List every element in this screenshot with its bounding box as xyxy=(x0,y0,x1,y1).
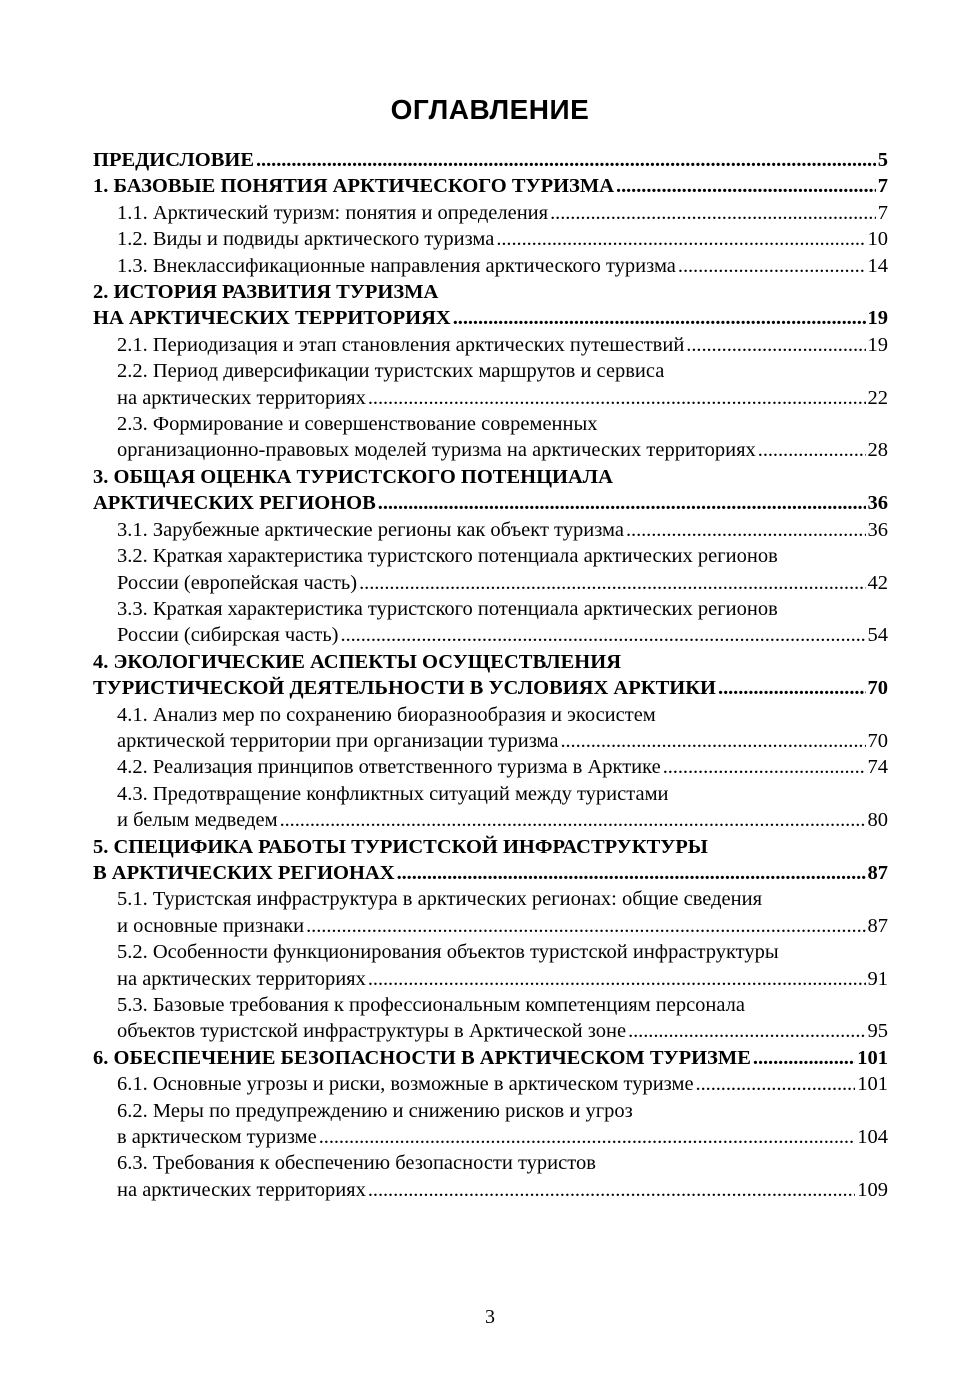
toc-entry-text: 4.2. Реализация принципов ответственного туризма в Арктике xyxy=(117,756,661,779)
toc-entry-text: НА АРКТИЧЕСКИХ ТЕРРИТОРИЯХ xyxy=(93,307,451,330)
toc-dot-leader xyxy=(696,1071,856,1097)
toc-page-number: 36 xyxy=(867,492,888,515)
toc-dot-leader xyxy=(550,200,876,226)
toc-entry-text: организационно-правовых моделей туризма на арктических территориях xyxy=(117,439,756,462)
toc-page-number: 19 xyxy=(867,333,888,356)
toc-page-number: 95 xyxy=(867,1020,888,1043)
toc-entry-text: арктической территории при организации туризма xyxy=(117,729,559,752)
toc-entry-text-line: 5.2. Особенности функционирования объектов туристской инфраструктуры xyxy=(117,941,779,964)
toc-chapter[interactable] xyxy=(93,834,888,887)
toc-entry-text: объектов туристской инфраструктуры в Арктической зоне xyxy=(117,1020,627,1043)
toc-entry-text-line: 4.1. Анализ мер по сохранению биоразнообразия и экосистем xyxy=(117,703,656,726)
toc-page-number: 70 xyxy=(867,677,888,700)
toc-chapter[interactable] xyxy=(93,464,888,517)
toc-entry-row xyxy=(117,253,888,279)
toc-page-number: 80 xyxy=(867,809,888,832)
toc-page-number: 5 xyxy=(877,149,888,171)
toc-section[interactable] xyxy=(93,1150,888,1203)
toc-chapter[interactable] xyxy=(93,649,888,702)
toc-entry-text-line: 4. ЭКОЛОГИЧЕСКИЕ АСПЕКТЫ ОСУЩЕСТВЛЕНИЯ xyxy=(93,650,621,673)
toc-page-number: 101 xyxy=(857,1073,888,1096)
toc-entry-text: 2.1. Периодизация и этап становления арктических путешествий xyxy=(117,333,685,356)
toc-entry-text: на арктических территориях xyxy=(117,1178,366,1201)
toc-entry-text-line: 6.2. Меры по предупреждению и снижению рисков и угроз xyxy=(117,1099,633,1122)
toc-dot-leader xyxy=(397,860,866,886)
toc-entry-text: ТУРИСТИЧЕСКОЙ ДЕЯТЕЛЬНОСТИ В УСЛОВИЯХ АРКТИКИ xyxy=(93,677,717,700)
toc-page-number: 14 xyxy=(867,254,888,277)
toc-entry-row xyxy=(117,807,888,833)
toc-entry-text: на арктических территориях xyxy=(117,967,366,990)
toc-entry-row xyxy=(117,437,888,463)
toc-dot-leader xyxy=(359,570,865,596)
toc-dot-leader xyxy=(678,253,866,279)
toc-page-number: 42 xyxy=(867,571,888,594)
toc-entry-text: 1.3. Внеклассификационные направления арктического туризма xyxy=(117,254,676,277)
toc-entry-row xyxy=(93,490,888,516)
toc-page-number: 19 xyxy=(867,307,888,330)
toc-entry-row xyxy=(117,966,888,992)
toc-section[interactable] xyxy=(93,411,888,464)
page-number: 3 xyxy=(485,1306,495,1328)
toc-entry-text: 6.1. Основные угрозы и риски, возможные в арктическом туризме xyxy=(117,1073,694,1096)
toc-page-number: 28 xyxy=(867,439,888,462)
toc-entry-row xyxy=(117,200,888,226)
toc-chapter[interactable] xyxy=(93,1045,888,1071)
toc-dot-leader xyxy=(753,1045,855,1071)
toc-entry-row xyxy=(93,147,888,173)
toc-dot-leader xyxy=(626,517,866,543)
toc-section[interactable] xyxy=(93,226,888,252)
table-of-contents xyxy=(93,147,888,1203)
toc-dot-leader xyxy=(663,754,866,780)
toc-entry-text: России (сибирская часть) xyxy=(117,624,339,647)
toc-dot-leader xyxy=(319,1124,856,1150)
toc-page-number: 7 xyxy=(877,201,888,224)
toc-section[interactable] xyxy=(93,992,888,1045)
toc-entry-row xyxy=(117,1124,888,1150)
toc-entry-text-line: 5. СПЕЦИФИКА РАБОТЫ ТУРИСТСКОЙ ИНФРАСТРУКТУРЫ xyxy=(93,835,708,858)
toc-section[interactable] xyxy=(93,754,888,780)
toc-entry-text-line: 3. ОБЩАЯ ОЦЕНКА ТУРИСТСКОГО ПОТЕНЦИАЛА xyxy=(93,465,613,488)
toc-entry-row xyxy=(93,675,888,701)
toc-dot-leader xyxy=(280,807,866,833)
toc-entry-row xyxy=(117,385,888,411)
toc-entry-row xyxy=(93,173,888,199)
toc-dot-leader xyxy=(718,675,865,701)
toc-section[interactable] xyxy=(93,253,888,279)
toc-entry-text: 1. БАЗОВЫЕ ПОНЯТИЯ АРКТИЧЕСКОГО ТУРИЗМА xyxy=(93,175,615,198)
toc-entry-row xyxy=(117,728,888,754)
toc-entry-text: 1.1. Арктический туризм: понятия и определения xyxy=(117,201,549,224)
toc-dot-leader xyxy=(496,226,865,252)
toc-entry-text: ПРЕДИСЛОВИЕ xyxy=(93,149,254,171)
toc-entry-text-line: 2.3. Формирование и совершенствование современных xyxy=(117,413,598,436)
toc-section[interactable] xyxy=(93,886,888,939)
toc-entry-text-line: 5.1. Туристская инфраструктура в арктических регионах: общие сведения xyxy=(117,888,763,911)
toc-page-number: 87 xyxy=(867,914,888,937)
toc-page-number: 70 xyxy=(867,729,888,752)
toc-entry-row xyxy=(117,913,888,939)
toc-page-number: 7 xyxy=(877,175,888,198)
toc-dot-leader xyxy=(368,1177,855,1203)
toc-section[interactable] xyxy=(93,1071,888,1097)
toc-chapter[interactable] xyxy=(93,279,888,332)
toc-section[interactable] xyxy=(93,702,888,755)
toc-entry-text-line: 4.3. Предотвращение конфликтных ситуаций между туристами xyxy=(117,782,669,805)
toc-entry-text: АРКТИЧЕСКИХ РЕГИОНОВ xyxy=(93,492,376,515)
toc-section[interactable] xyxy=(93,939,888,992)
toc-entry-text: 3.1. Зарубежные арктические регионы как объект туризма xyxy=(117,518,624,541)
toc-entry-row xyxy=(93,1045,888,1071)
toc-section[interactable] xyxy=(93,358,888,411)
toc-dot-leader xyxy=(368,385,866,411)
toc-entry-row xyxy=(117,622,888,648)
toc-dot-leader xyxy=(341,622,866,648)
toc-entry-row xyxy=(117,517,888,543)
toc-entry-row xyxy=(93,305,888,331)
toc-entry-text: России (европейская часть) xyxy=(117,571,358,594)
toc-page-number: 74 xyxy=(867,756,888,779)
toc-dot-leader xyxy=(560,728,865,754)
toc-page-number: 10 xyxy=(867,228,888,251)
toc-entry-text-line: 2.2. Период диверсификации туристских маршрутов и сервиса xyxy=(117,360,665,383)
toc-section[interactable] xyxy=(93,1098,888,1151)
toc-dot-leader xyxy=(256,147,876,173)
toc-page-number: 109 xyxy=(857,1178,888,1201)
toc-entry-text: на арктических территориях xyxy=(117,386,366,409)
toc-entry-row xyxy=(117,1177,888,1203)
toc-chapter[interactable] xyxy=(93,147,888,173)
toc-entry-row xyxy=(117,1071,888,1097)
toc-entry-text-line: 2. ИСТОРИЯ РАЗВИТИЯ ТУРИЗМА xyxy=(93,281,439,304)
toc-page-number: 22 xyxy=(867,386,888,409)
toc-dot-leader xyxy=(453,305,866,331)
toc-entry-row xyxy=(117,1018,888,1044)
toc-section[interactable] xyxy=(93,517,888,543)
toc-section[interactable] xyxy=(93,200,888,226)
toc-page-number: 101 xyxy=(857,1046,888,1069)
toc-page-number: 36 xyxy=(867,518,888,541)
toc-section[interactable] xyxy=(93,781,888,834)
toc-entry-text-line: 3.3. Краткая характеристика туристского потенциала арктических регионов xyxy=(117,597,778,620)
toc-entry-text: в арктическом туризме xyxy=(117,1126,317,1149)
toc-dot-leader xyxy=(628,1018,865,1044)
toc-dot-leader xyxy=(306,913,865,939)
toc-entry-text: 6. ОБЕСПЕЧЕНИЕ БЕЗОПАСНОСТИ В АРКТИЧЕСКОМ ТУРИЗМЕ xyxy=(93,1046,751,1069)
toc-entry-text: В АРКТИЧЕСКИХ РЕГИОНАХ xyxy=(93,861,395,884)
toc-entry-row xyxy=(117,570,888,596)
toc-dot-leader xyxy=(686,332,865,358)
toc-entry-text: и белым медведем xyxy=(117,809,278,832)
toc-page-number: 104 xyxy=(857,1126,888,1149)
toc-entry-row xyxy=(117,332,888,358)
toc-dot-leader xyxy=(616,173,876,199)
toc-dot-leader xyxy=(368,966,866,992)
toc-entry-row xyxy=(93,860,888,886)
toc-entry-row xyxy=(117,754,888,780)
toc-entry-text-line: 5.3. Базовые требования к профессиональным компетенциям персонала xyxy=(117,994,745,1016)
toc-entry-text-line: 6.3. Требования к обеспечению безопасности туристов xyxy=(117,1152,596,1175)
toc-entry-text-line: 3.2. Краткая характеристика туристского потенциала арктических регионов xyxy=(117,545,778,568)
toc-section[interactable] xyxy=(93,543,888,596)
toc-dot-leader xyxy=(378,490,866,516)
toc-entry-row xyxy=(117,226,888,252)
toc-section[interactable] xyxy=(93,596,888,649)
toc-title: ОГЛАВЛЕНИЕ xyxy=(390,94,590,125)
toc-entry-text: 1.2. Виды и подвиды арктического туризма xyxy=(117,228,495,251)
toc-page-number: 87 xyxy=(867,861,888,884)
toc-entry-text: и основные признаки xyxy=(117,914,305,937)
toc-page-number: 54 xyxy=(867,624,888,647)
toc-section[interactable] xyxy=(93,332,888,358)
toc-dot-leader xyxy=(758,437,866,463)
toc-page-number: 91 xyxy=(867,967,888,990)
toc-chapter[interactable] xyxy=(93,173,888,199)
